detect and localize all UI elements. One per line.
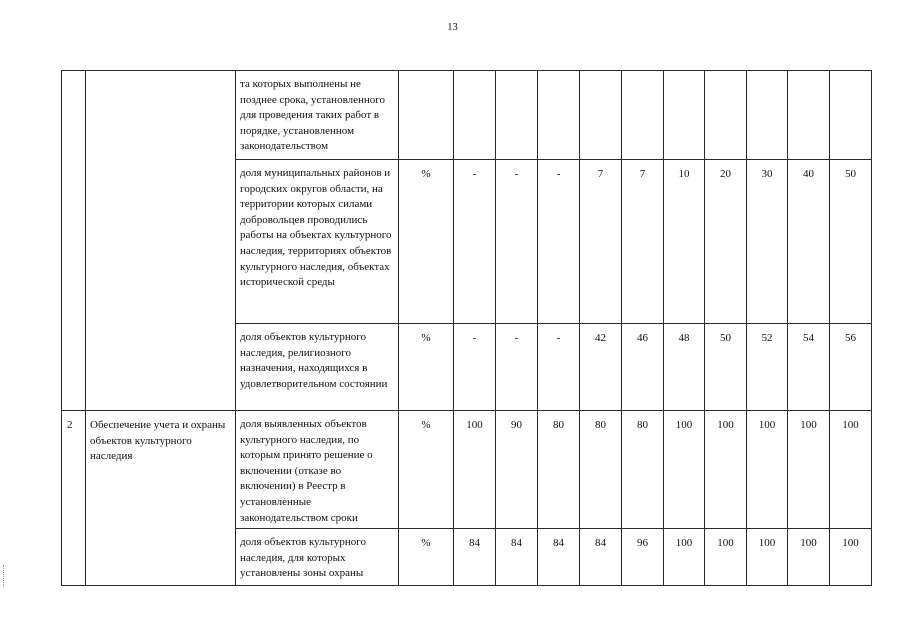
unit-cell: % [399, 324, 454, 411]
value-cell: 100 [705, 411, 747, 529]
value-cell [580, 71, 622, 160]
value-cell: - [496, 160, 538, 324]
unit-cell: % [399, 160, 454, 324]
indicators-table [61, 70, 872, 586]
unit-cell: % [399, 411, 454, 529]
value-cell: 84 [454, 529, 496, 586]
value-cell: 52 [747, 324, 788, 411]
value-cell: 80 [580, 411, 622, 529]
indicator-cell: доля объектов культурного наследия, для которых установлены зоны охраны [236, 529, 399, 586]
value-cell [538, 71, 580, 160]
indicator-cell: та которых выполнены не позднее срока, установленного для проведения таких работ в порядке, установленном законодательством [236, 71, 399, 160]
value-cell: - [454, 324, 496, 411]
value-cell: 7 [622, 160, 664, 324]
value-cell: 48 [664, 324, 705, 411]
value-cell: 100 [664, 411, 705, 529]
value-cell [622, 71, 664, 160]
value-cell: 40 [788, 160, 830, 324]
value-cell [664, 71, 705, 160]
value-cell: 100 [830, 529, 872, 586]
value-cell [788, 71, 830, 160]
task-cell: Обеспечение учета и охраны объектов культурного наследия [86, 411, 236, 586]
value-cell: 100 [788, 411, 830, 529]
value-cell [454, 71, 496, 160]
row-number-cell [62, 71, 86, 411]
unit-cell [399, 71, 454, 160]
unit-cell: % [399, 529, 454, 586]
table-row [62, 411, 872, 529]
value-cell: 50 [705, 324, 747, 411]
value-cell [747, 71, 788, 160]
value-cell: 10 [664, 160, 705, 324]
value-cell: 20 [705, 160, 747, 324]
value-cell: 96 [622, 529, 664, 586]
margin-mark [3, 565, 6, 587]
indicator-cell: доля выявленных объектов культурного наследия, по которым принято решение о включении (отказе во включении) в Реестр в установленные законодательством сроки [236, 411, 399, 529]
value-cell: 54 [788, 324, 830, 411]
value-cell: - [454, 160, 496, 324]
value-cell: 42 [580, 324, 622, 411]
value-cell [705, 71, 747, 160]
value-cell: - [538, 324, 580, 411]
page-number: 13 [447, 22, 458, 33]
value-cell: 100 [830, 411, 872, 529]
value-cell: 84 [580, 529, 622, 586]
value-cell: 7 [580, 160, 622, 324]
value-cell: - [538, 160, 580, 324]
task-cell [86, 71, 236, 411]
value-cell: 80 [622, 411, 664, 529]
value-cell: 100 [788, 529, 830, 586]
value-cell: 100 [664, 529, 705, 586]
indicator-cell: доля муниципальных районов и городских округов области, на территории которых силами добровольцев проводились работы на объектах культурного наследия, территориях объектов культурного наследия, объектах исторической среды [236, 160, 399, 324]
value-cell: 80 [538, 411, 580, 529]
value-cell [830, 71, 872, 160]
indicator-cell: доля объектов культурного наследия, религиозного назначения, находящихся в удовлетворительном состоянии [236, 324, 399, 411]
value-cell: 100 [705, 529, 747, 586]
value-cell: 50 [830, 160, 872, 324]
value-cell: 46 [622, 324, 664, 411]
value-cell: 100 [747, 411, 788, 529]
value-cell: 100 [454, 411, 496, 529]
value-cell: - [496, 324, 538, 411]
value-cell: 30 [747, 160, 788, 324]
value-cell: 90 [496, 411, 538, 529]
row-number-cell: 2 [62, 411, 86, 586]
table-row [62, 71, 872, 160]
value-cell [496, 71, 538, 160]
value-cell: 84 [538, 529, 580, 586]
value-cell: 100 [747, 529, 788, 586]
value-cell: 56 [830, 324, 872, 411]
value-cell: 84 [496, 529, 538, 586]
